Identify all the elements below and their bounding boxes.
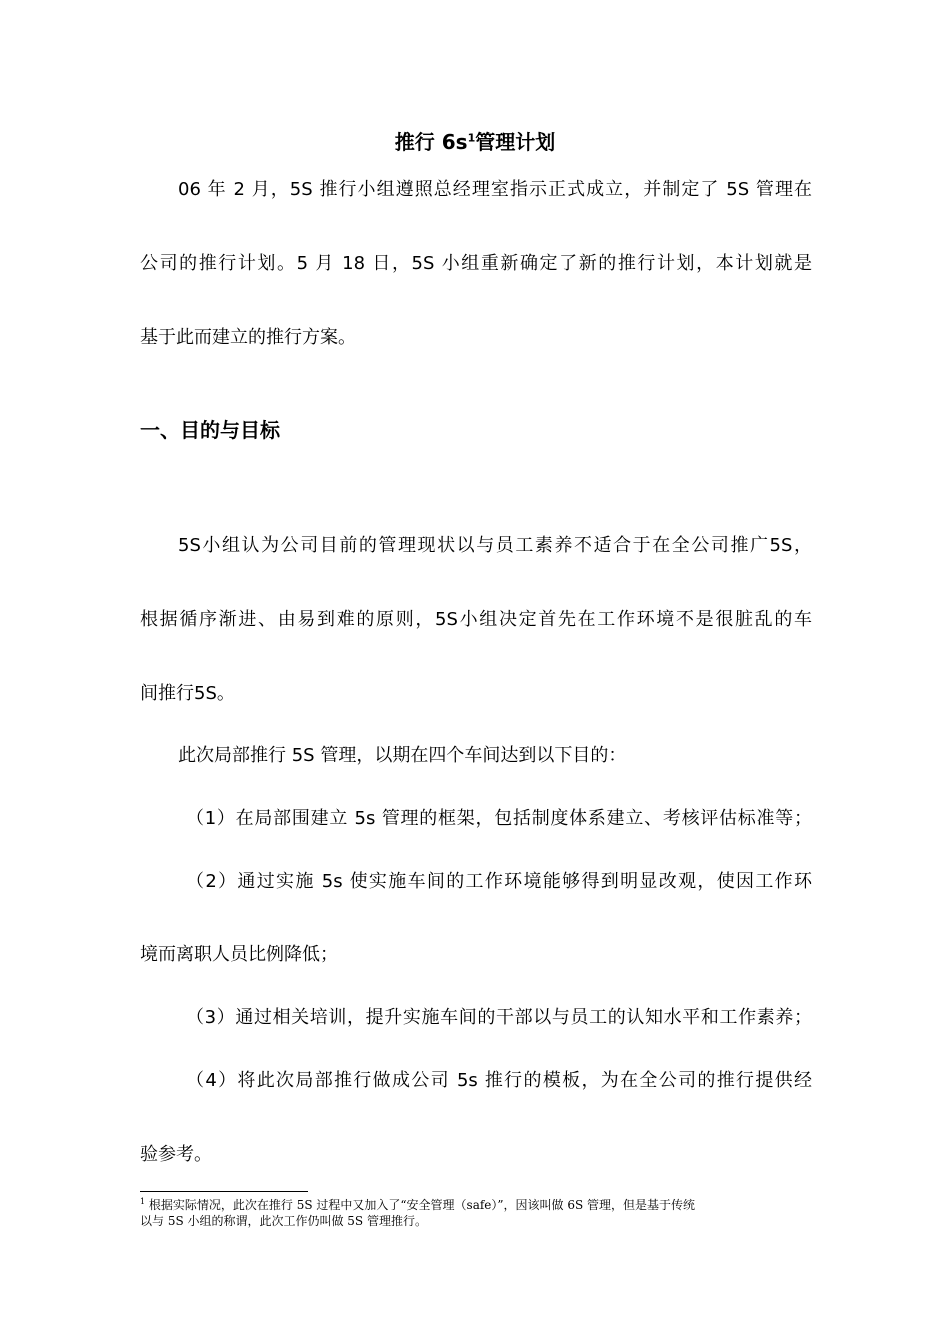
footnote-line-2: 以与 5S 小组的称谓，此次工作仍叫做 5S 管理推行。 xyxy=(140,1214,427,1228)
goal-item-2: （2）通过实施 5s 使实施车间的工作环境能够得到明显改观，使因工作环 xyxy=(186,871,812,892)
intro-line-2: 公司的推行计划。5 月 18 日，5S 小组重新确定了新的推行计划，本计划就是 xyxy=(140,253,812,274)
goal-item-3: （3）通过相关培训，提升实施车间的干部以与员工的认知水平和工作素养； xyxy=(186,1007,812,1028)
goal-item-1: （1）在局部围建立 5s 管理的框架，包括制度体系建立、考核评估标准等； xyxy=(186,808,812,829)
footnote-reference[interactable]: 1 xyxy=(467,131,476,145)
intro-line-1: 06 年 2 月，5S 推行小组遵照总经理室指示正式成立，并制定了 5S 管理在 xyxy=(178,179,812,200)
intro-line-3: 基于此而建立的推行方案。 xyxy=(140,327,356,348)
goal-item-2-cont: 境而离职人员比例降低； xyxy=(140,944,338,965)
title-text: 推行 6s xyxy=(394,130,468,154)
section-para-line-1: 5S小组认为公司目前的管理现状以与员工素养不适合于在全公司推广5S， xyxy=(178,535,812,556)
section-heading: 一、目的与目标 xyxy=(140,418,280,442)
document-title xyxy=(140,126,810,155)
footnote-line-1 xyxy=(140,1197,812,1213)
section-para-line-2: 根据循序渐进、由易到难的原则，5S小组决定首先在工作环境不是很脏乱的车 xyxy=(140,609,812,630)
footnote-separator xyxy=(140,1191,308,1192)
goals-intro: 此次局部推行 5S 管理，以期在四个车间达到以下目的： xyxy=(178,745,627,766)
goal-item-4: （4）将此次局部推行做成公司 5s 推行的模板，为在全公司的推行提供经 xyxy=(186,1070,812,1091)
section-para-line-3: 间推行5S。 xyxy=(140,683,235,704)
footnote-mark: 1 xyxy=(140,1197,146,1206)
goal-item-4-cont: 验参考。 xyxy=(140,1144,212,1165)
footnote-text-1: 根据实际情况，此次在推行 5S 过程中又加入了“安全管理（safe）”，因该叫做 6S 管理，但是基于传统 xyxy=(145,1198,696,1212)
title-text-tail: 管理计划 xyxy=(475,130,556,154)
